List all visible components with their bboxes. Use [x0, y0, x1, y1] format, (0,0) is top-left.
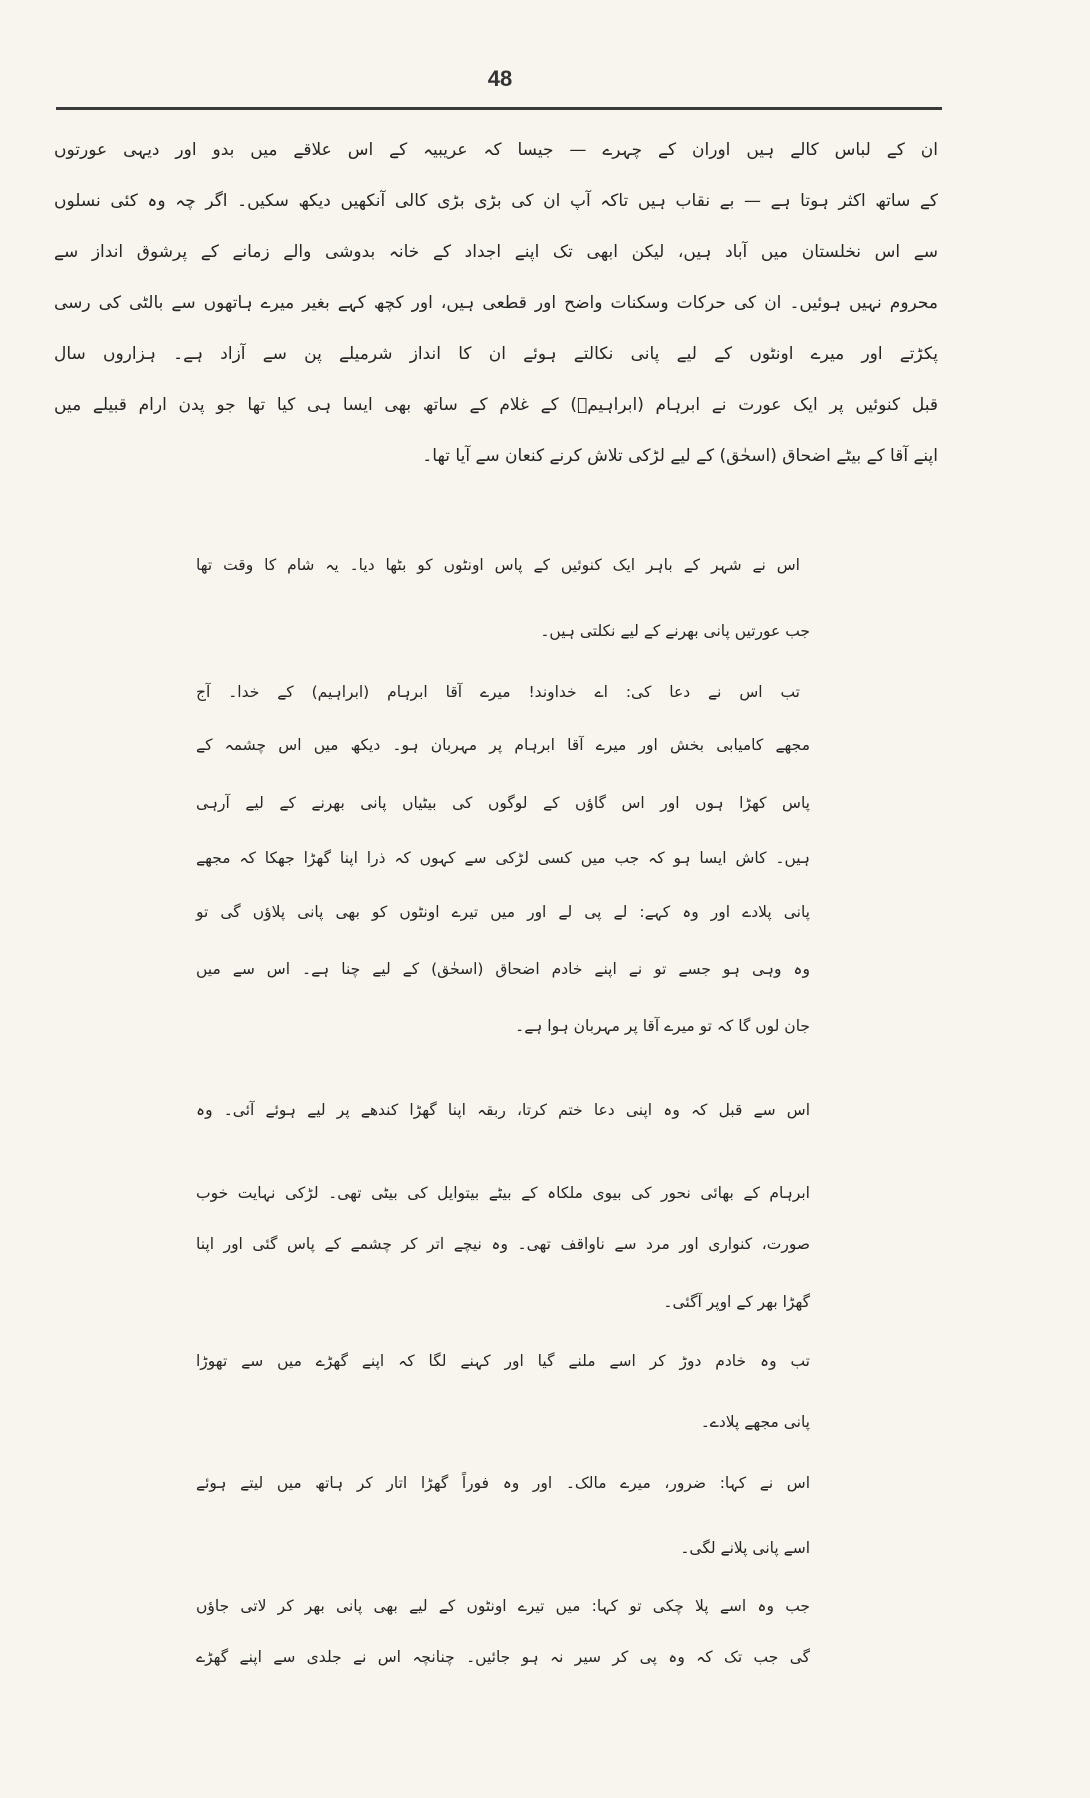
text-line: وہ وہی ہو جسے تو نے اپنے خادم اضحاق (اسحٰق) کے لیے چنا ہے۔ اس سے میں: [196, 960, 810, 978]
text-line: پاس کھڑا ہوں اور اس گاؤں کے لوگوں کی بیٹیاں پانی بھرنے کے لیے آرہی: [196, 794, 810, 812]
text-line: تب اس نے دعا کی: اے خداوند! میرے آقا ابرہام (ابراہیم) کے خدا۔ آج: [196, 683, 800, 701]
text-line: سے اس نخلستان میں آباد ہیں، لیکن ابھی تک اپنے اجداد کے خانہ بدوشی والے زمانے کے پرشوق انداز سے: [54, 242, 938, 262]
text-line: مجھے کامیابی بخش اور میرے آقا ابرہام پر مہربان ہو۔ دیکھ میں اس چشمہ کے: [196, 736, 810, 754]
header-rule: [56, 107, 942, 110]
text-line: پانی مجھے پلادے۔: [700, 1413, 810, 1431]
text-line: جب وہ اسے پلا چکی تو کہا: میں تیرے اونٹوں کے لیے بھی پانی بھر کر لاتی جاؤں: [196, 1597, 810, 1615]
text-line: گی جب تک کہ وہ پی کر سیر نہ ہو جائیں۔ چنانچہ اس نے جلدی سے اپنے گھڑے: [196, 1648, 810, 1666]
text-line: کے ساتھ اکثر ہوتا ہے — بے نقاب ہیں تاکہ آپ ان کی بڑی بڑی کالی آنکھیں دیکھ سکیں۔ اگر چہ وہ کئی نسلوں: [54, 191, 938, 211]
text-line: محروم نہیں ہوئیں۔ ان کی حرکات وسکنات واضح اور قطعی ہیں، اور کچھ کہے بغیر میرے ہاتھوں سے بالٹی کی رسی: [54, 293, 938, 313]
text-line: جب عورتیں پانی بھرنے کے لیے نکلتی ہیں۔: [540, 622, 810, 640]
text-line: صورت، کنواری اور مرد سے ناواقف تھی۔ وہ نیچے اتر کر چشمے کے پاس گئی اور اپنا: [196, 1235, 810, 1253]
text-line: جان لوں گا کہ تو میرے آقا پر مہربان ہوا ہے۔: [515, 1017, 810, 1035]
text-line: اس نے کہا: ضرور، میرے مالک۔ اور وہ فوراً گھڑا اتار کر ہاتھ میں لیتے ہوئے: [196, 1474, 810, 1492]
text-line: اپنے آقا کے بیٹے اضحاق (اسحٰق) کے لیے لڑکی تلاش کرنے کنعان سے آیا تھا۔: [422, 446, 938, 466]
text-line: گھڑا بھر کے اوپر آگئی۔: [663, 1293, 810, 1311]
text-line: تب وہ خادم دوڑ کر اسے ملنے گیا اور کہنے لگا کہ اپنے گھڑے میں سے تھوڑا: [196, 1352, 810, 1370]
text-line: ابرہام کے بھائی نحور کی بیوی ملکاہ کے بیٹے بیتوایل کی بیٹی تھی۔ لڑکی نہایت خوب: [196, 1184, 810, 1202]
text-line: ہیں۔ کاش ایسا ہو کہ جب میں کسی لڑکی سے کہوں کہ ذرا اپنا گھڑا جھکا کہ مجھے: [196, 849, 810, 867]
text-line: اس سے قبل کہ وہ اپنی دعا ختم کرتا، ربقہ اپنا گھڑا کندھے پر لیے ہوئے آئی۔ وہ: [196, 1101, 810, 1119]
text-line: اس نے شہر کے باہر ایک کنوئیں کے پاس اونٹوں کو بٹھا دیا۔ یہ شام کا وقت تھا: [196, 556, 800, 574]
text-line: پکڑتے اور میرے اونٹوں کے لیے پانی نکالتے ہوئے ان کا انداز شرمیلے پن سے آزاد ہے۔ ہزاروں سال: [54, 344, 938, 364]
page-number: 48: [487, 66, 513, 91]
text-line: پانی پلادے اور وہ کہے: لے پی لے اور میں تیرے اونٹوں کو بھی پانی پلاؤں گی تو: [196, 903, 810, 921]
text-line: قبل کنوئیں پر ایک عورت نے ابرہام (ابراہیمؑ) کے غلام کے ساتھ بھی ایسا ہی کیا تھا جو پدن ارام قبیلے میں: [54, 395, 938, 415]
text-line: ان کے لباس کالے ہیں اوران کے چہرے — جیسا کہ عریبیہ کے اس علاقے میں بدو اور دیہی عورتوں: [54, 140, 938, 160]
text-line: اسے پانی پلانے لگی۔: [680, 1539, 810, 1557]
